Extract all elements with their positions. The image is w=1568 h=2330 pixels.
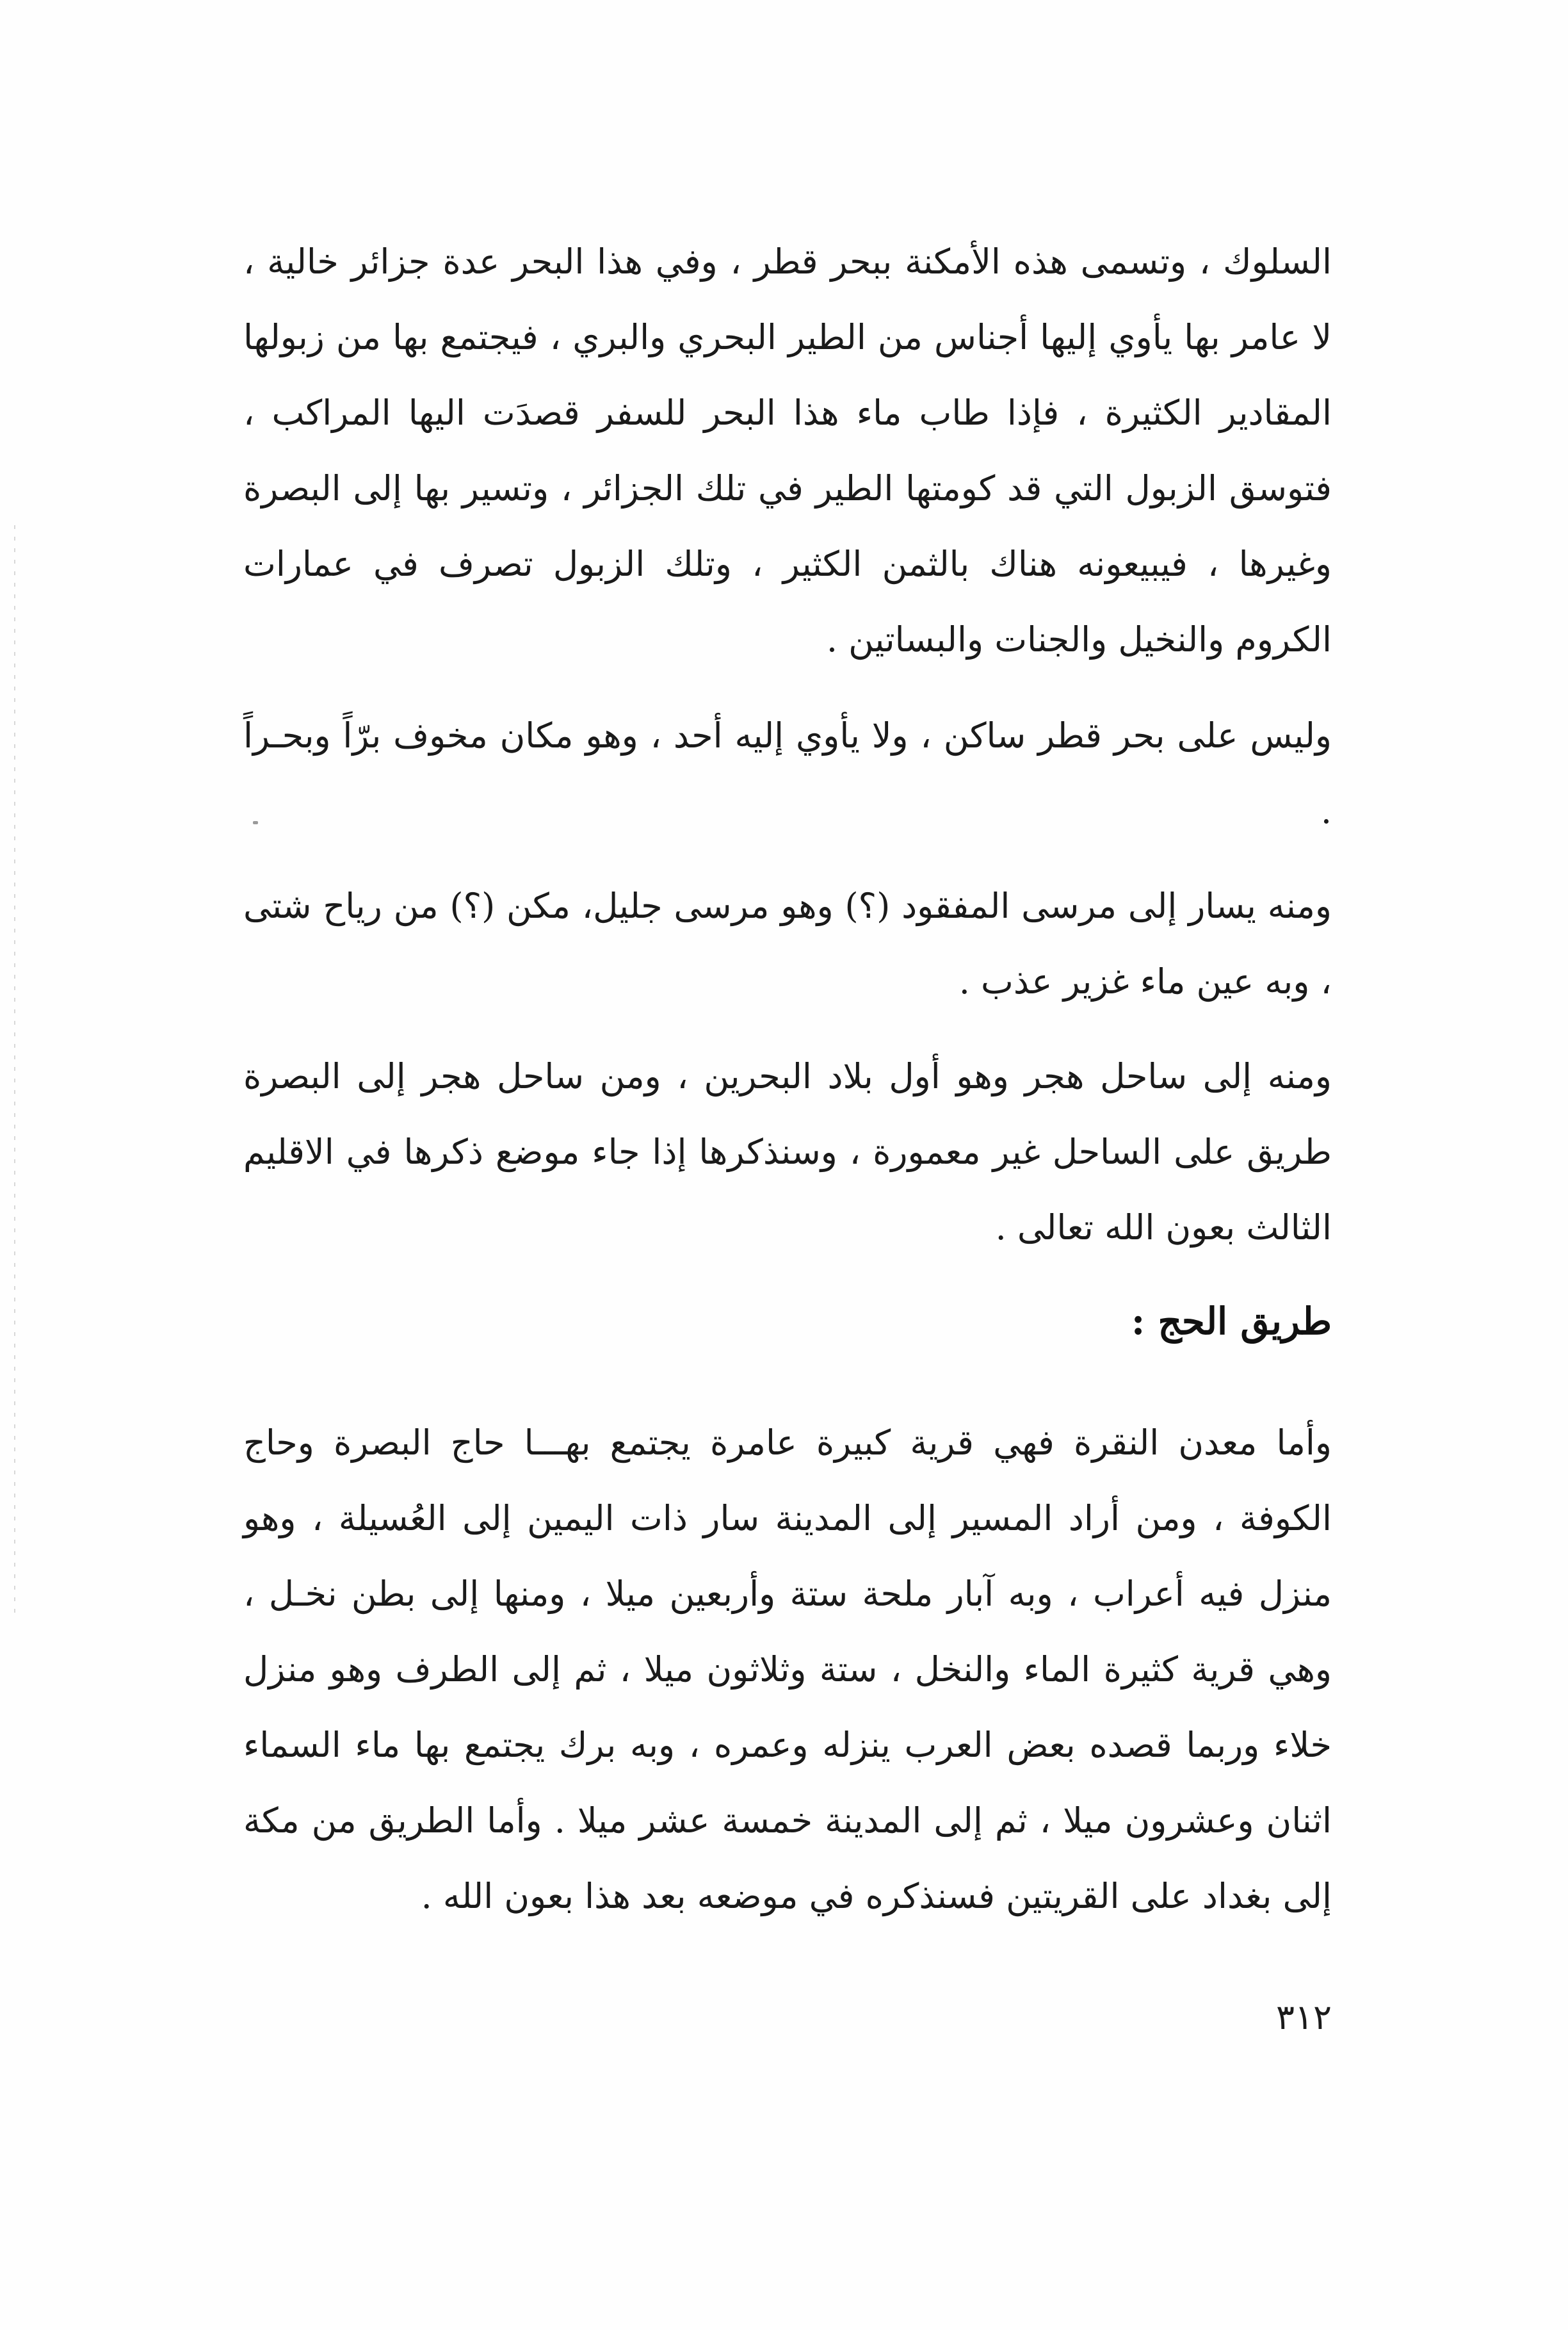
section-heading-pilgrim-road: طريق الحج : <box>1131 1299 1332 1344</box>
paragraph-anchorage: ومنه يسار إلى مرسى المفقود (؟) وهو مرسى جليل، مكن (؟) من رياح شتى ، وبه عين ماء غزير عذب . <box>243 886 1332 1002</box>
paragraph-qatar-sea: وليس على بحر قطر ساكن ، ولا يأوي إليه أحد ، وهو مكان مخوف برّاً وبحـراً . <box>243 715 1332 831</box>
page-number: ٣١٢ <box>1275 1997 1332 2037</box>
scan-edge-mark <box>14 525 15 1614</box>
paragraph-qatar-islands: السلوك ، وتسمى هذه الأمكنة ببحر قطر ، وفي هذا البحر عدة جزائر خالية ، لا عامر بها يأوي إليها أجناس من الطير البحري والبري ، فيجتمع بها من زبولها المقادير الكثيرة ، فإذا طاب ماء هذا البحر للسفر قصدَت اليها المراكب ، فتوسق الزبول التي قد كومتها الطير في تلك الجزائر ، وتسير بها إلى البصرة وغيرها ، فيبيعونه هناك بالثمن الكثير ، وتلك الزبول تصرف في عمارات الكروم والنخيل والجنات والبساتين . <box>243 241 1332 660</box>
stray-ink-dot <box>253 821 258 824</box>
paragraph-pilgrim-road: وأما معدن النقرة فهي قرية كبيرة عامرة يجتمع بهـــا حاج البصرة وحاج الكوفة ، ومن أراد المسير إلى المدينة سار ذات اليمين إلى العُسيلة ، وهو منزل فيه أعراب ، وبه آبار ملحة ستة وأربعين ميلا ، ومنها إلى بطن نخـل ، وهي قرية كثيرة الماء والنخل ، ستة وثلاثون ميلا ، ثم إلى الطرف وهو منزل خلاء وربما قصده بعض العرب ينزله وعمره ، وبه برك يجتمع بها ماء السماء اثنان وعشرون ميلا ، ثم إلى المدينة خمسة عشر ميلا . وأما الطريق من مكة إلى بغداد على القريتين فسنذكره في موضعه بعد هذا بعون الله . <box>243 1422 1332 1916</box>
paragraph-hajar-coast: ومنه إلى ساحل هجر وهو أول بلاد البحرين ، ومن ساحل هجر إلى البصرة طريق على الساحل غير معمورة ، وسنذكرها إذا جاء موضع ذكرها في الاقليم الثالث بعون الله تعالى . <box>243 1056 1332 1248</box>
